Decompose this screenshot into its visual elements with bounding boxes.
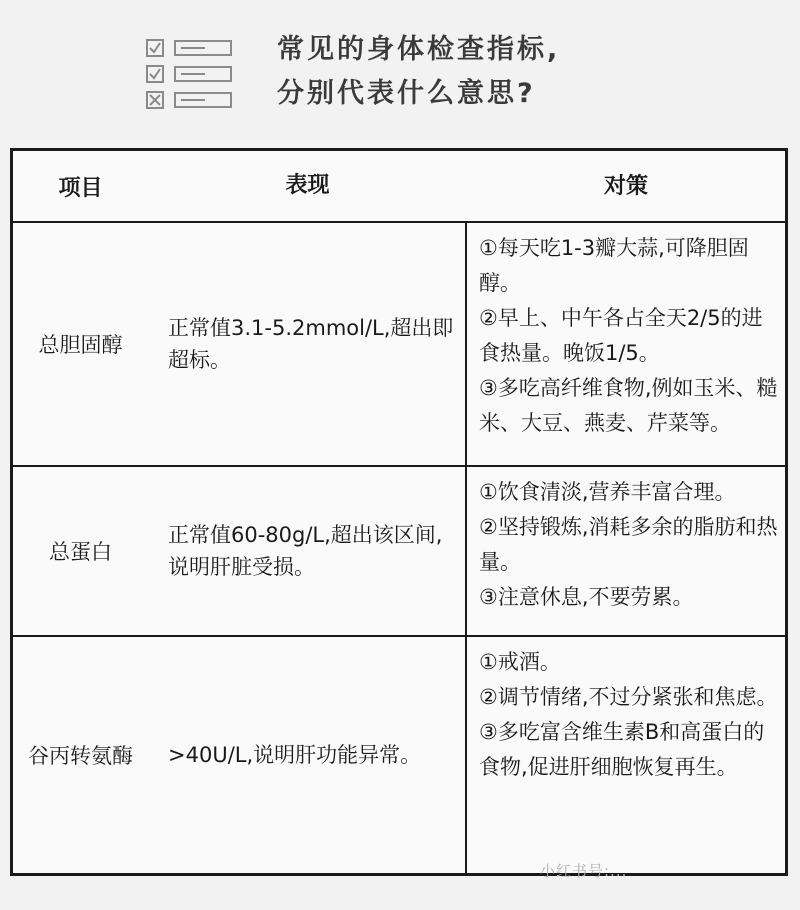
table-row (13, 223, 785, 467)
header (0, 0, 800, 150)
row-performance: 正常值60-80g/L,超出该区间,说明肝脏受损。 (168, 523, 443, 579)
table-header-row (13, 151, 785, 223)
row-measures (467, 637, 785, 873)
row-item: 谷丙转氨酶 (28, 744, 133, 768)
table-row (13, 637, 785, 873)
row-performance: >40U/L,说明肝功能异常。 (168, 743, 422, 767)
checklist-icon (145, 38, 235, 113)
measures-text: ①每天吃1-3瓣大蒜,可降胆固醇。 ②早上、中午各占全天2/5的进食热量。晚饭1/5。 ③多吃高纤维食物,例如玉米、糙米、大豆、燕麦、芹菜等。 (479, 236, 778, 435)
title-line-1: 常见的身体检查指标, (277, 34, 561, 65)
row-performance: 正常值3.1-5.2mmol/L,超出即超标。 (168, 316, 454, 372)
page-title (277, 28, 560, 116)
column-header-item: 项目 (58, 175, 103, 201)
indicator-table (10, 148, 788, 876)
title-line-2: 分别代表什么意思? (277, 78, 536, 109)
row-item: 总蛋白 (49, 540, 112, 564)
column-header-measures: 对策 (603, 173, 648, 199)
measures-text: ①饮食清淡,营养丰富合理。 ②坚持锻炼,消耗多余的脂肪和热量。 ③注意休息,不要劳累。 (479, 480, 778, 609)
row-measures (467, 223, 785, 465)
watermark: 小红书号:... (540, 862, 628, 880)
measures-text: ①戒酒。 ②调节情绪,不过分紧张和焦虑。 ③多吃富含维生素B和高蛋白的食物,促进肝细胞恢复再生。 (479, 650, 778, 779)
table-row (13, 467, 785, 637)
column-header-performance: 表现 (285, 173, 330, 198)
row-item: 总胆固醇 (38, 333, 123, 357)
row-measures (467, 467, 785, 635)
